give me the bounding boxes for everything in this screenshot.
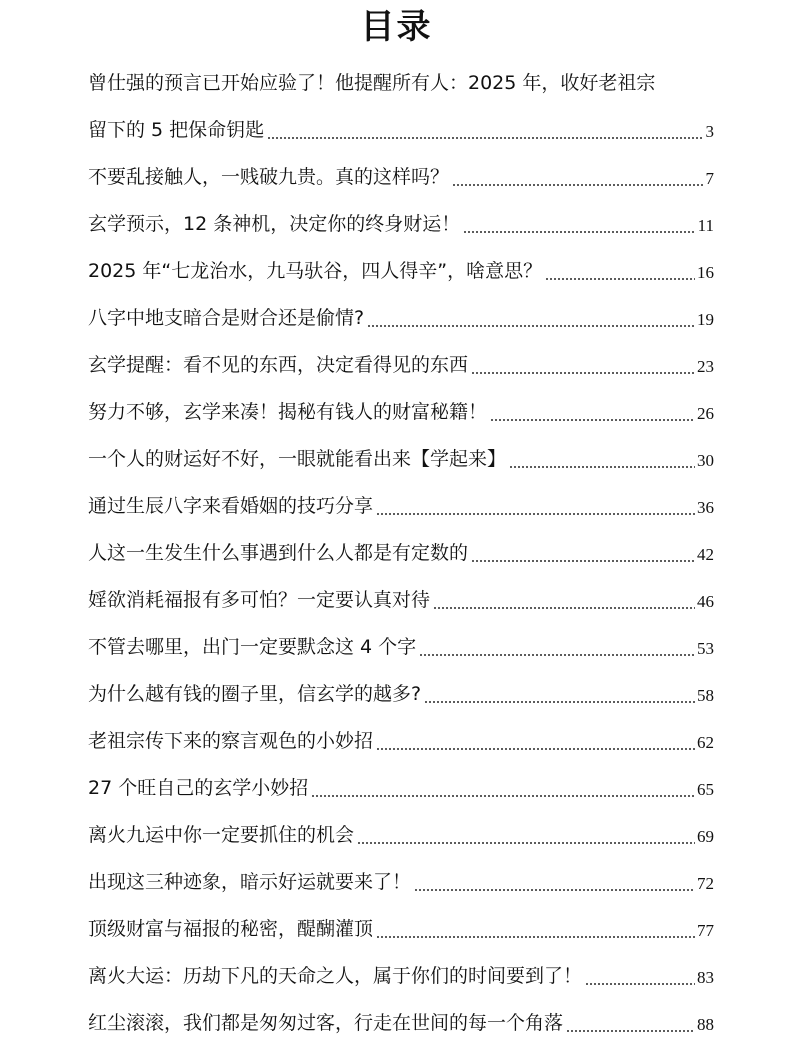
dot-leader <box>414 889 695 891</box>
toc-entry-text: 红尘滚滚，我们都是匆匆过客，行走在世间的每一个角落 <box>88 1011 564 1034</box>
toc-entry[interactable] <box>88 717 714 764</box>
dot-leader <box>267 137 703 139</box>
toc-entry-text: 通过生辰八字来看婚姻的技巧分享 <box>88 494 374 517</box>
toc-entry[interactable] <box>88 200 714 247</box>
toc-entry-text: 玄学预示，12 条神机，决定你的终身财运！ <box>88 212 461 235</box>
toc-page-number: 88 <box>697 1014 714 1034</box>
dot-leader <box>452 184 703 186</box>
toc-page-number: 65 <box>697 779 714 799</box>
dot-leader <box>545 278 695 280</box>
dot-leader <box>433 607 695 609</box>
toc-page-number: 46 <box>697 591 714 611</box>
toc-entry-text: 八字中地支暗合是财合还是偷情? <box>88 306 365 329</box>
toc-entry[interactable] <box>88 341 714 388</box>
toc-entry-text: 顶级财富与福报的秘密，醍醐灌顶 <box>88 917 374 940</box>
toc-page-number: 16 <box>697 262 714 282</box>
toc-entry[interactable] <box>88 952 714 999</box>
toc-entry-text: 老祖宗传下来的察言观色的小妙招 <box>88 729 374 752</box>
toc-entry[interactable] <box>88 388 714 435</box>
dot-leader <box>424 701 695 703</box>
toc-page-number: 19 <box>697 309 714 329</box>
dot-leader <box>419 654 695 656</box>
toc-entry[interactable] <box>88 482 714 529</box>
toc-page-number: 62 <box>697 732 714 752</box>
toc-page-number: 77 <box>697 920 714 940</box>
toc-entry-text: 玄学提醒：看不见的东西，决定看得见的东西 <box>88 353 469 376</box>
dot-leader <box>490 419 695 421</box>
dot-leader <box>367 325 695 327</box>
dot-leader <box>311 795 695 797</box>
toc-entry-text: 人这一生发生什么事遇到什么人都是有定数的 <box>88 541 469 564</box>
dot-leader <box>463 231 695 233</box>
toc-page-number: 53 <box>697 638 714 658</box>
dot-leader <box>471 560 695 562</box>
toc-page-number: 7 <box>705 168 714 188</box>
toc-entry-text: 离火大运：历劫下凡的天命之人，属于你们的时间要到了！ <box>88 964 583 987</box>
toc-entry-text: 努力不够，玄学来凑！揭秘有钱人的财富秘籍！ <box>88 400 488 423</box>
toc-page-number: 26 <box>697 403 714 423</box>
toc-page-number: 72 <box>697 873 714 893</box>
toc-page-number: 36 <box>697 497 714 517</box>
toc-entry-text: 一个人的财运好不好，一眼就能看出来【学起来】 <box>88 447 507 470</box>
dot-leader <box>509 466 695 468</box>
toc-entry-first-line[interactable] <box>88 59 714 106</box>
toc-entry-text: 留下的 5 把保命钥匙 <box>88 118 265 141</box>
toc-entry-text: 2025 年“七龙治水，九马驮谷，四人得辛”，啥意思？ <box>88 259 543 282</box>
toc-entry[interactable] <box>88 670 714 717</box>
toc-entry-text: 出现这三种迹象，暗示好运就要来了！ <box>88 870 412 893</box>
toc-entry-text: 婬欲消耗福报有多可怕？一定要认真对待 <box>88 588 431 611</box>
toc-entry-text: 离火九运中你一定要抓住的机会 <box>88 823 355 846</box>
dot-leader <box>376 748 695 750</box>
dot-leader <box>376 936 695 938</box>
toc-entry[interactable] <box>88 576 714 623</box>
toc-entry[interactable] <box>88 623 714 670</box>
toc-entry[interactable] <box>88 106 714 153</box>
toc-entry[interactable] <box>88 435 714 482</box>
toc-page-number: 3 <box>705 121 714 141</box>
toc-entry-text: 为什么越有钱的圈子里，信玄学的越多? <box>88 682 422 705</box>
toc-entry[interactable] <box>88 999 714 1046</box>
dot-leader <box>471 372 695 374</box>
dot-leader <box>566 1030 695 1032</box>
toc-entry[interactable] <box>88 247 714 294</box>
toc-entry-text: 不要乱接触人，一贱破九贵。真的这样吗？ <box>88 165 450 188</box>
toc-page-number: 69 <box>697 826 714 846</box>
dot-leader <box>357 842 695 844</box>
toc-entry[interactable] <box>88 858 714 905</box>
toc-entry-text: 曾仕强的预言已开始应验了！他提醒所有人：2025 年，收好老祖宗 <box>88 71 656 94</box>
toc-page-number: 42 <box>697 544 714 564</box>
toc-entry[interactable] <box>88 529 714 576</box>
toc-entry[interactable] <box>88 905 714 952</box>
toc-entry-text: 不管去哪里，出门一定要默念这 4 个字 <box>88 635 417 658</box>
toc-entry[interactable] <box>88 764 714 811</box>
toc-page-number: 11 <box>697 215 714 235</box>
dot-leader <box>376 513 695 515</box>
dot-leader <box>585 983 695 985</box>
toc-page-number: 58 <box>697 685 714 705</box>
toc-entry[interactable] <box>88 153 714 200</box>
toc-title: 目录 <box>360 7 433 47</box>
toc-entry[interactable] <box>88 811 714 858</box>
toc-entry-text: 27 个旺自己的玄学小妙招 <box>88 776 309 799</box>
toc-entry[interactable] <box>88 294 714 341</box>
toc-page-number: 30 <box>697 450 714 470</box>
toc-page-number: 23 <box>697 356 714 376</box>
toc-list <box>88 59 714 1046</box>
toc-page-number: 83 <box>697 967 714 987</box>
